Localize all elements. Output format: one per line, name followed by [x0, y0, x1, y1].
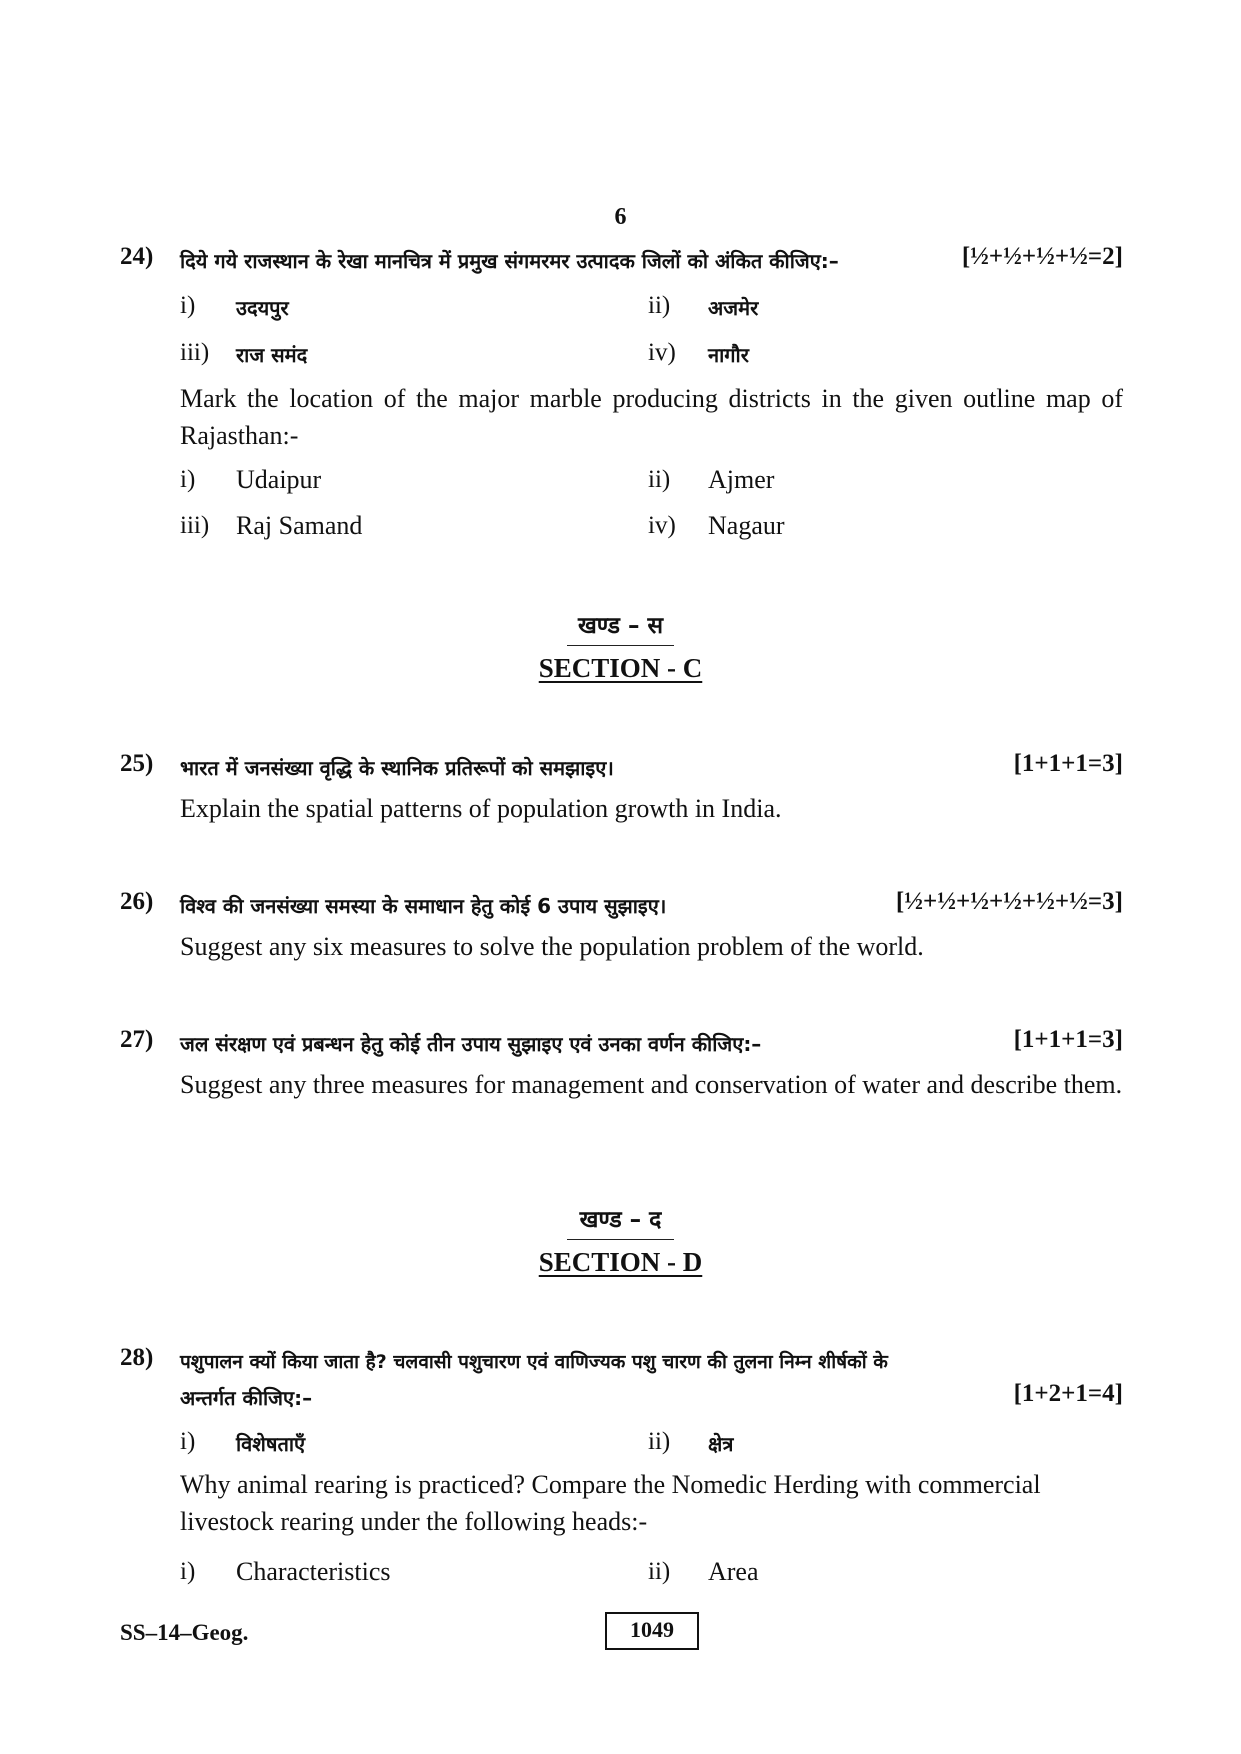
q24-en-opt4-roman: iv): [648, 512, 676, 539]
section-d-divider: [567, 1239, 674, 1240]
q24-en-opt1-roman: i): [180, 466, 196, 493]
question-26-english: Suggest any six measures to solve the population problem of the world.: [180, 932, 924, 961]
q24-hi-opt2-text: अजमेर: [708, 296, 759, 320]
q24-en-opt3-roman: iii): [180, 512, 210, 539]
q28-hi-opt1-roman: i): [180, 1428, 196, 1455]
q24-hi-opt3-roman: iii): [180, 339, 210, 366]
question-27-marks: [1+1+1=3]: [1013, 1026, 1123, 1053]
question-28-hindi-line1: पशुपालन क्यों किया जाता है? चलवासी पशुचारण एवं वाणिज्यक पशु चारण की तुलना निम्न शीर्षकों के: [180, 1351, 888, 1373]
page-number: 6: [614, 204, 627, 230]
q28-hi-opt2-text: क्षेत्र: [708, 1432, 734, 1456]
q28-en-opt1-roman: i): [180, 1558, 196, 1585]
section-c-heading: [0, 653, 1241, 684]
q24-en-opt2-text: Ajmer: [708, 465, 775, 494]
q24-en-opt3-text: Raj Samand: [236, 511, 363, 540]
section-d-hindi-heading: खण्ड – द: [579, 1207, 662, 1233]
question-25-english: Explain the spatial patterns of population growth in India.: [180, 794, 782, 823]
section-d-heading: [0, 1247, 1241, 1278]
question-27-hindi: जल संरक्षण एवं प्रबन्धन हेतु कोई तीन उपाय सुझाइए एवं उनका वर्णन कीजिए:–: [180, 1032, 762, 1056]
q24-en-opt1-text: Udaipur: [236, 465, 322, 494]
paper-code: SS–14–Geog.: [120, 1620, 249, 1645]
question-28-marks: [1+2+1=4]: [1013, 1380, 1123, 1407]
q28-hi-opt1-text: विशेषताएँ: [236, 1432, 306, 1456]
question-24-hindi: दिये गये राजस्थान के रेखा मानचित्र में प्रमुख संगमरमर उत्पादक जिलों को अंकित कीजिए:–: [180, 249, 839, 273]
section-c-heading-text: SECTION - C: [538, 653, 703, 683]
question-28-hindi-line2: अन्तर्गत कीजिए:–: [180, 1386, 313, 1410]
section-c-divider: [567, 645, 674, 646]
question-26-hindi: विश्व की जनसंख्या समस्या के समाधान हेतु कोई 6 उपाय सुझाइए।: [180, 894, 667, 918]
question-25-marks: [1+1+1=3]: [1013, 750, 1123, 777]
q24-hi-opt2-roman: ii): [648, 292, 671, 319]
q28-en-opt2-roman: ii): [648, 1558, 671, 1585]
question-24-marks: [½+½+½+½=2]: [961, 243, 1123, 270]
question-25-number: 25): [120, 750, 154, 777]
q24-hi-opt1-roman: i): [180, 292, 196, 319]
question-28-english: Why animal rearing is practiced? Compare the Nomedic Herding with commercial livestock rearing under the following heads:-: [180, 1470, 1041, 1536]
question-28-number: 28): [120, 1344, 154, 1371]
q28-hi-opt2-roman: ii): [648, 1428, 671, 1455]
q24-hi-opt4-roman: iv): [648, 339, 676, 366]
section-d-heading-text: SECTION - D: [538, 1247, 703, 1277]
question-25-hindi: भारत में जनसंख्या वृद्धि के स्थानिक प्रतिरूपों को समझाइए।: [180, 756, 614, 780]
q24-en-opt4-text: Nagaur: [708, 511, 785, 540]
q24-en-opt2-roman: ii): [648, 466, 671, 493]
question-24-english: Mark the location of the major marble producing districts in the given outline map of Rajasthan:-: [180, 384, 1123, 450]
q24-hi-opt1-text: उदयपुर: [236, 296, 289, 320]
q24-hi-opt3-text: राज समंद: [236, 343, 308, 367]
section-c-hindi-heading: खण्ड – स: [577, 613, 664, 639]
question-26-number: 26): [120, 888, 154, 915]
page-code-box: 1049: [605, 1612, 699, 1650]
q28-en-opt1-text: Characteristics: [236, 1557, 391, 1586]
question-26-marks: [½+½+½+½+½+½=3]: [895, 888, 1123, 915]
question-27-english: Suggest any three measures for management and conservation of water and describe them.: [180, 1070, 1123, 1099]
q28-en-opt2-text: Area: [708, 1557, 759, 1586]
question-27-number: 27): [120, 1026, 154, 1053]
question-24-number: 24): [120, 243, 154, 270]
q24-hi-opt4-text: नागौर: [708, 343, 749, 367]
